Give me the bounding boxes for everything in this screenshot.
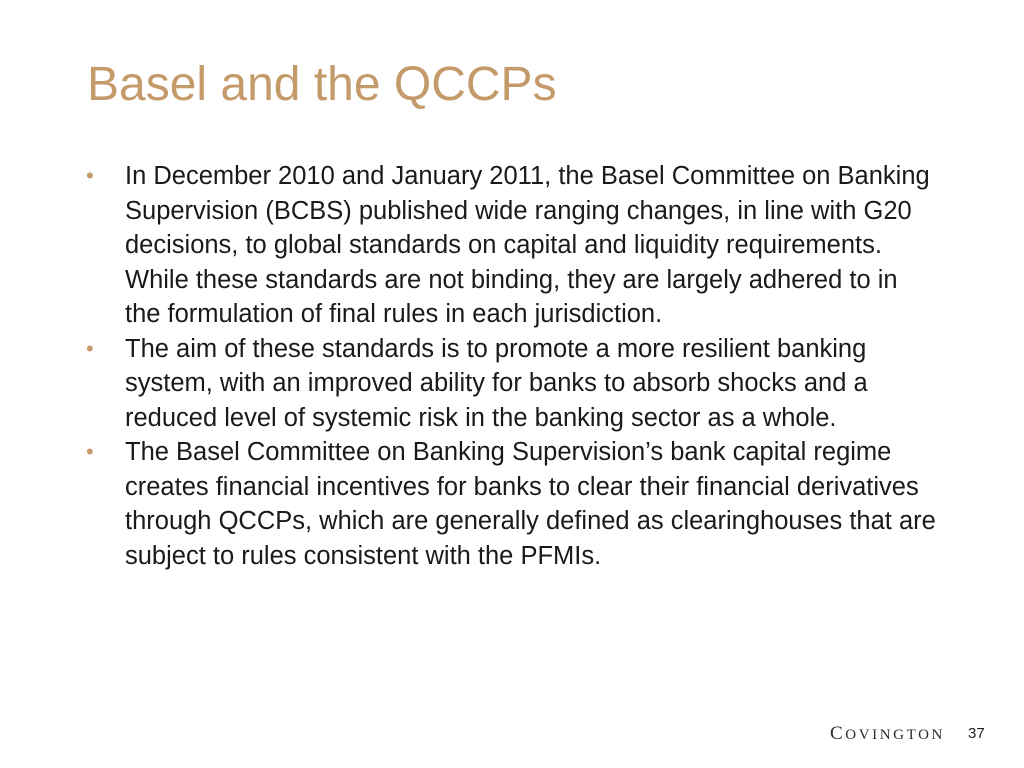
bullet-item	[86, 159, 936, 332]
bullet-text: The aim of these standards is to promote a more resilient banking system, with an improved ability for banks to absorb shocks and a reduced level of systemic risk in the banking sector as a whole.	[125, 334, 868, 432]
bullet-icon: •	[86, 163, 94, 188]
bullet-list	[86, 159, 936, 573]
bullet-item	[86, 332, 936, 436]
logo-rest: OVINGTON	[845, 727, 945, 743]
slide-title: Basel and the QCCPs	[87, 58, 557, 111]
bullet-text: The Basel Committee on Banking Supervision’s bank capital regime creates financial incentives for banks to clear their financial derivatives through QCCPs, which are generally defined as clearinghouses that are subject to rules consistent with the PFMIs.	[125, 438, 936, 570]
logo-initial: C	[830, 723, 846, 744]
bullet-item	[86, 435, 936, 573]
bullet-icon: •	[86, 335, 94, 361]
bullet-text: In December 2010 and January 2011, the Basel Committee on Banking Supervision (BCBS) published wide ranging changes, in line with G20 decisions, to global standards on capital and liquidity requirements. While these standards are not binding, they are largely adhered to in the formulation of final rules in each jurisdiction.	[125, 162, 930, 328]
bullet-icon: •	[86, 439, 94, 464]
page-number: 37	[968, 725, 985, 742]
covington-logo	[830, 724, 945, 745]
